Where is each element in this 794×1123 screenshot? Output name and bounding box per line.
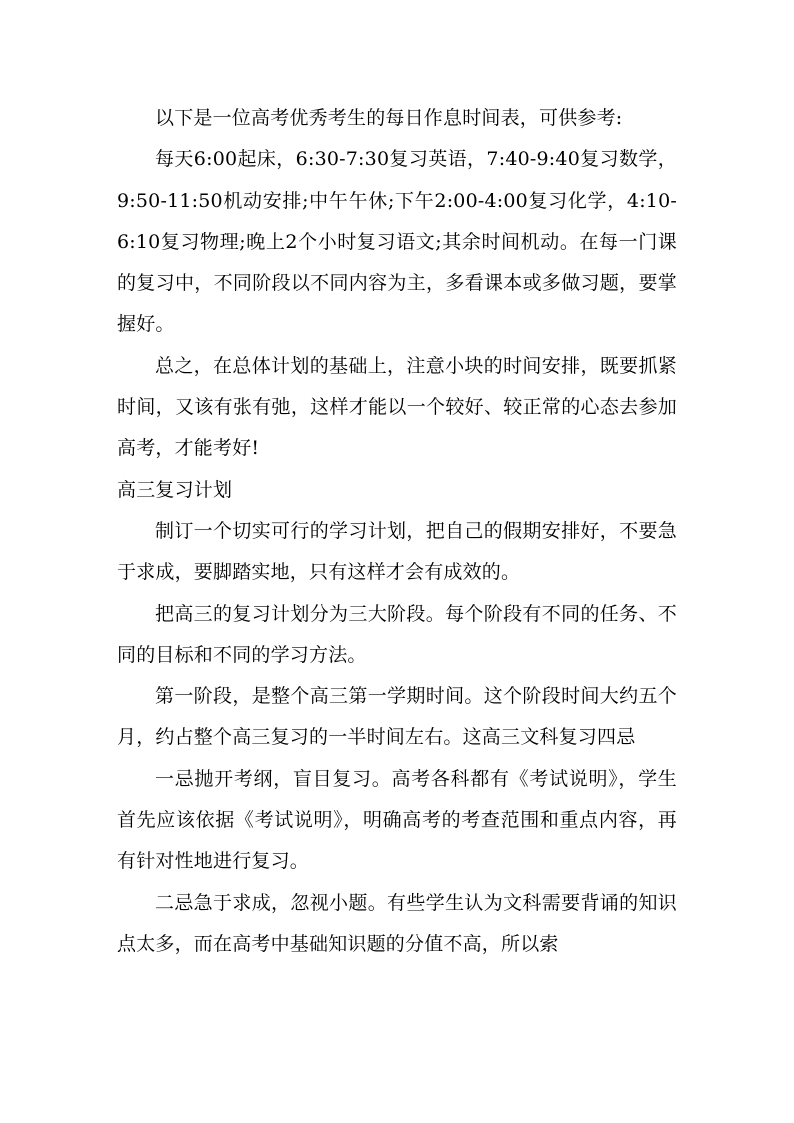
paragraph-schedule-intro: 以下是一位高考优秀考生的每日作息时间表，可供参考: — [155, 107, 623, 129]
paragraph-daily-schedule: 每天6:00起床，6:30-7:30复习英语，7:40-9:40复习数学，9:50-11:50机动安排;中午午休;下午2:00-4:00复习化学，4:10-6:10复习物理;晚上2个小时复习语文;其余时间机动。在每一门课的复习中，不同阶段以不同内容为主，多看课本或多做习题，要掌握好。 — [117, 148, 677, 336]
paragraph-first-taboo: 一忌抛开考纲，盲目复习。高考各科都有《考试说明》，学生首先应该依据《考试说明》，明确高考的考查范围和重点内容，再有针对性地进行复习。 — [117, 767, 677, 873]
paragraph-second-taboo: 二忌急于求成，忽视小题。有些学生认为文科需要背诵的知识点太多，而在高考中基础知识题的分值不高，所以索 — [117, 891, 677, 955]
paragraph-summary: 总之，在总体计划的基础上，注意小块的时间安排，既要抓紧时间，又该有张有弛，这样才能以一个较好、较正常的心态去参加高考，才能考好! — [117, 354, 677, 460]
paragraph-three-stages: 把高三的复习计划分为三大阶段。每个阶段有不同的任务、不同的目标和不同的学习方法。 — [117, 602, 677, 666]
paragraph-study-plan: 制订一个切实可行的学习计划，把自己的假期安排好，不要急于求成，要脚踏实地，只有这样才会有成效的。 — [117, 519, 677, 584]
section-heading: 高三复习计划 — [117, 478, 233, 501]
paragraph-first-stage: 第一阶段，是整个高三第一学期时间。这个阶段时间大约五个月，约占整个高三复习的一半时间左右。这高三文科复习四忌 — [117, 685, 677, 749]
document-body — [117, 98, 677, 965]
